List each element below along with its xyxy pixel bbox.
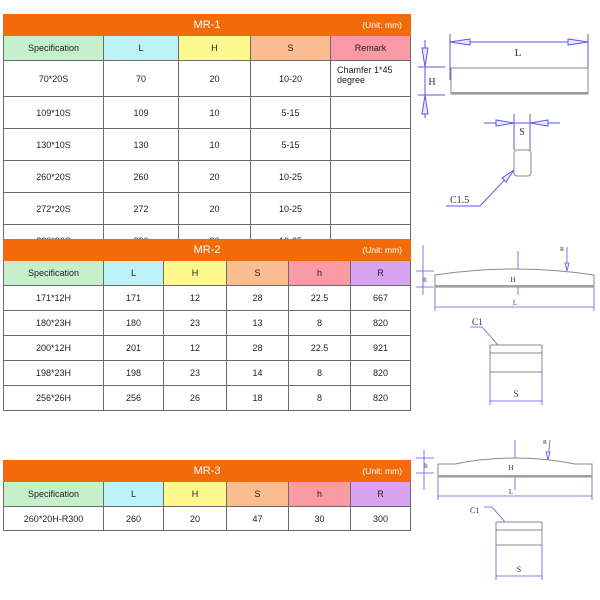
cell-L: 109 [104,97,179,129]
table-row [4,129,411,161]
table-row [4,61,411,97]
header-L: L [104,36,179,61]
arrow-icon [422,48,428,67]
cell-L: 180 [104,311,164,336]
cell-specification: 171*12H [4,286,104,311]
mr1-title-bar [4,15,411,36]
cell-specification: 260*20S [4,161,104,193]
mr3-diagram [410,430,600,595]
header-R: R [351,482,411,507]
cell-remark [331,97,411,129]
cell-S: 28 [227,286,289,311]
cell-S: 10-25 [251,193,331,225]
cell-H: 20 [179,193,251,225]
label-S: S [516,565,522,574]
cell-S: 10-25 [251,161,331,193]
label-chamfer: C1 [470,506,480,515]
mr3-table [3,460,411,531]
label-h: h [423,276,427,284]
arrow-icon [450,39,470,45]
table-row [4,386,411,411]
header-specification: Specification [4,261,104,286]
table-row [4,161,411,193]
header-remark: Remark [331,36,411,61]
header-S: S [227,261,289,286]
header-S: S [251,36,331,61]
cell-H: 20 [179,161,251,193]
cell-H: 26 [164,386,227,411]
label-h: h [424,462,428,470]
label-H: H [428,77,436,88]
arrow-icon [546,452,550,460]
cell-L: 198 [104,361,164,386]
header-S: S [227,482,289,507]
cell-H: 10 [179,97,251,129]
arrow-icon [568,39,588,45]
cell-h: 22.5 [289,336,351,361]
cell-R: 820 [351,361,411,386]
cell-L: 272 [104,193,179,225]
cell-h: 22.5 [289,286,351,311]
mr1-header-row [4,36,411,61]
table-row [4,507,411,531]
cell-H: 20 [179,61,251,97]
chamfer-leader [484,507,505,522]
table-row [4,311,411,336]
cell-L: 260 [104,161,179,193]
mr1-diagram [410,20,600,220]
mr3-title-bar [4,461,411,482]
mr2-title: MR-2 [193,244,221,256]
cell-S: 47 [227,507,289,531]
cell-specification: 198*23H [4,361,104,386]
mr3-header-row [4,482,411,507]
cell-specification: 109*10S [4,97,104,129]
table-row [4,286,411,311]
cell-R: 820 [351,386,411,411]
cell-h: 8 [289,311,351,336]
cell-H: 12 [164,336,227,361]
mr1-unit: (Unit: mm) [362,20,402,30]
cell-remark: Chamfer 1*45 degree [331,61,411,97]
arrow-icon [496,120,514,126]
chamfer-leader [470,327,498,345]
header-h: h [289,261,351,286]
cell-remark [331,129,411,161]
label-L: L [512,299,518,307]
header-specification: Specification [4,36,104,61]
label-R: R [542,440,548,446]
cell-specification: 272*20S [4,193,104,225]
cell-L: 130 [104,129,179,161]
bar-end-body [490,353,542,372]
bar-side-view [451,68,588,94]
arrow-icon [422,95,428,114]
cell-R: 921 [351,336,411,361]
cell-h: 30 [289,507,351,531]
cell-specification: 200*12H [4,336,104,361]
cell-specification: 260*20H-R300 [4,507,104,531]
arrow-icon [530,120,548,126]
bar-end-view [490,345,542,353]
curved-bar-side-view [438,458,592,477]
header-specification: Specification [4,482,104,507]
label-H: H [508,464,514,472]
cell-H: 10 [179,129,251,161]
header-H: H [164,482,227,507]
cell-specification: 180*23H [4,311,104,336]
cell-specification: 130*10S [4,129,104,161]
mr1-table [3,14,411,257]
header-H: H [164,261,227,286]
bar-end-body [496,530,542,545]
cell-h: 8 [289,361,351,386]
mr2-header-row [4,261,411,286]
label-R: R [559,247,565,253]
table-row [4,336,411,361]
cell-L: 171 [104,286,164,311]
bar-end-view [514,150,531,176]
mr2-title-bar [4,240,411,261]
mr3-title: MR-3 [193,465,221,477]
label-L: L [508,488,514,496]
arrow-icon [502,170,514,182]
cell-L: 256 [104,386,164,411]
cell-S: 5-15 [251,97,331,129]
table-row [4,97,411,129]
cell-R: 667 [351,286,411,311]
mr2-table [3,239,411,411]
header-L: L [104,261,164,286]
mr2-diagram [410,235,600,410]
cell-S: 14 [227,361,289,386]
label-S: S [519,127,525,138]
header-H: H [179,36,251,61]
cell-S: 5-15 [251,129,331,161]
cell-L: 260 [104,507,164,531]
cell-R: 820 [351,311,411,336]
cell-L: 201 [104,336,164,361]
label-S: S [513,389,519,399]
cell-H: 12 [164,286,227,311]
cell-specification: 256*26H [4,386,104,411]
cell-S: 28 [227,336,289,361]
cell-H: 20 [164,507,227,531]
cell-S: 10-20 [251,61,331,97]
cell-L: 70 [104,61,179,97]
mr1-title: MR-1 [193,19,221,31]
cell-H: 23 [164,361,227,386]
cell-S: 13 [227,311,289,336]
header-h: h [289,482,351,507]
cell-R: 300 [351,507,411,531]
label-chamfer: C1.5 [450,195,470,206]
arrow-icon [565,263,569,271]
label-L: L [514,47,522,59]
cell-S: 18 [227,386,289,411]
header-L: L [104,482,164,507]
mr2-unit: (Unit: mm) [362,245,403,255]
cell-h: 8 [289,386,351,411]
cell-specification: 70*20S [4,61,104,97]
table-row [4,193,411,225]
table-row [4,361,411,386]
cell-remark [331,193,411,225]
label-H: H [510,276,516,284]
mr3-unit: (Unit: mm) [362,466,403,476]
cell-remark [331,161,411,193]
cell-H: 23 [164,311,227,336]
header-R: R [351,261,411,286]
label-chamfer: C1 [472,317,483,327]
bar-end-view [496,522,542,530]
